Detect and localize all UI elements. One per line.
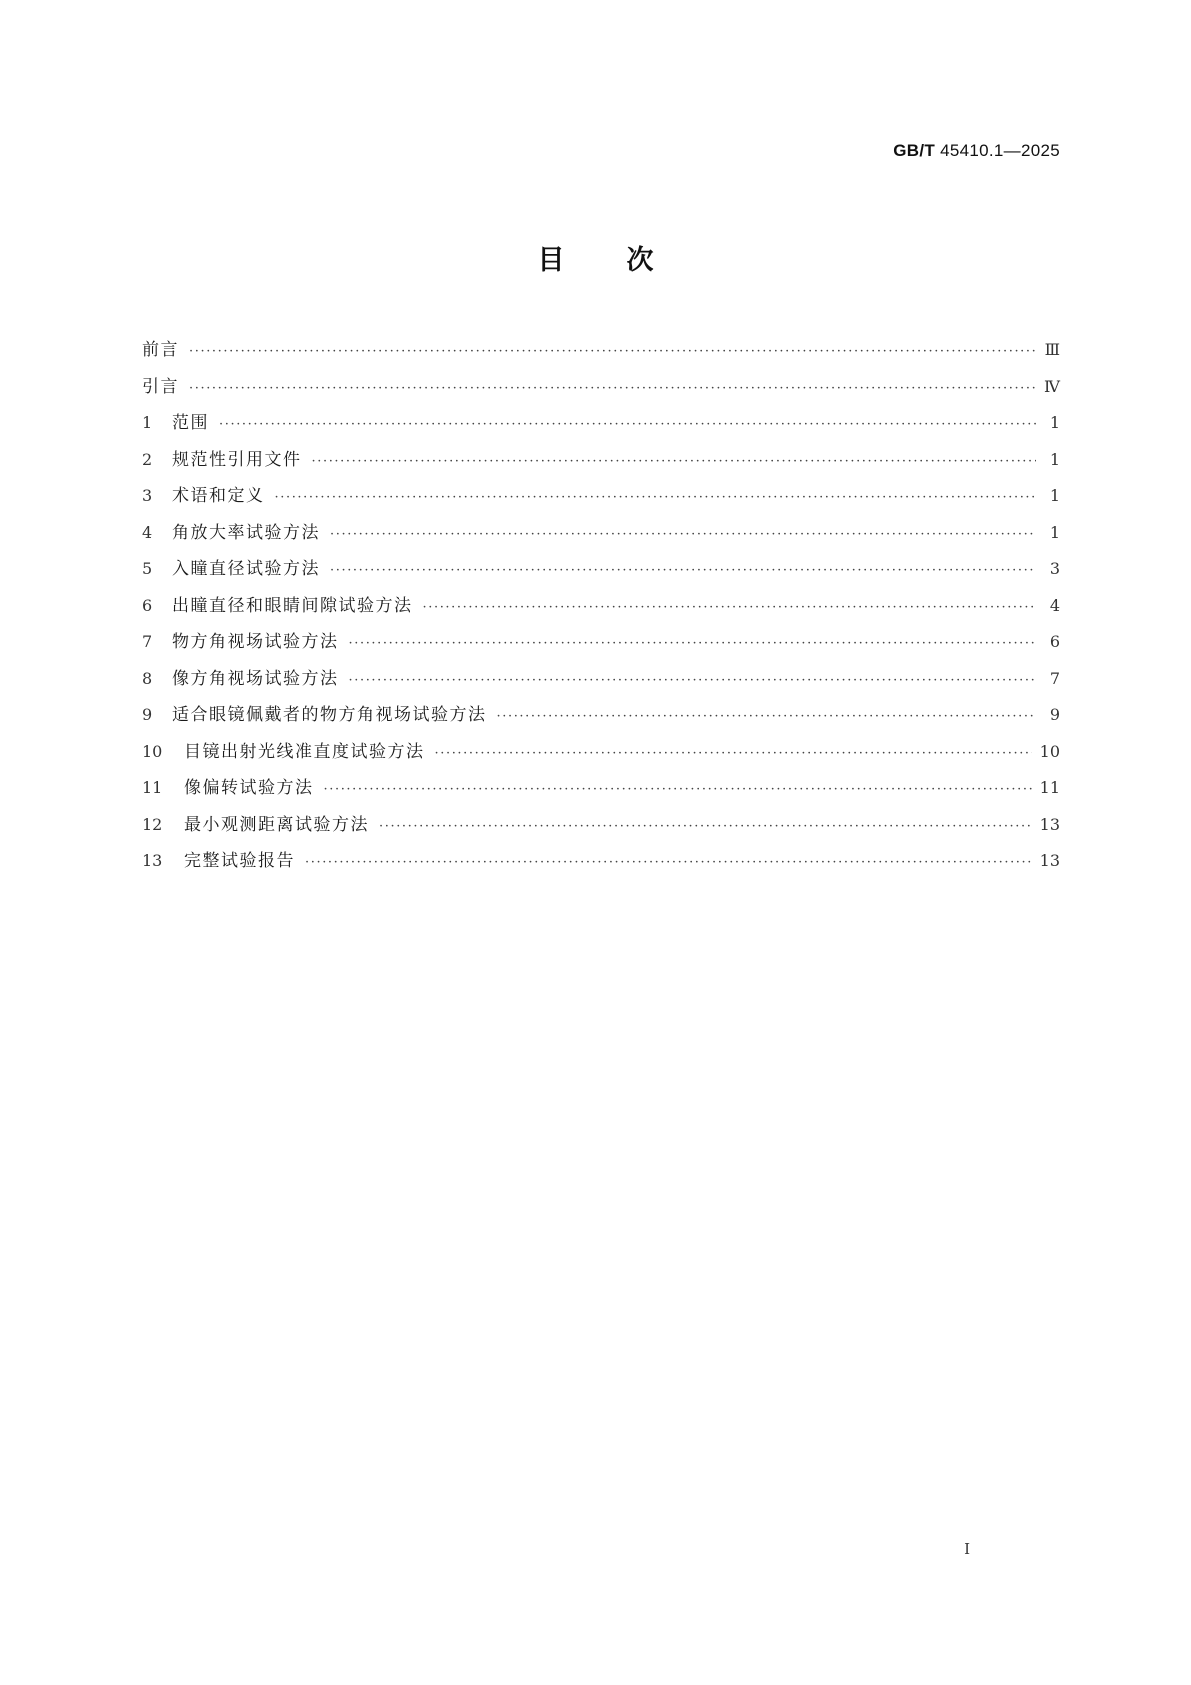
toc-entry-page: Ⅳ (1044, 376, 1060, 396)
toc-entry-page: 7 (1049, 668, 1060, 688)
toc-entry-number: 2 (142, 449, 153, 469)
toc-entry-label: 引言 (142, 376, 179, 397)
toc-entry-5[interactable] (142, 557, 1060, 594)
toc-entry-page: 11 (1039, 778, 1060, 797)
toc-entry-page: Ⅲ (1044, 340, 1060, 359)
toc-entry-7[interactable] (142, 630, 1060, 667)
toc-leader-dots (349, 669, 1037, 693)
toc-entry-number: 6 (142, 595, 153, 615)
toc-entry-number: 4 (142, 522, 153, 542)
toc-entry-label: 术语和定义 (172, 486, 265, 506)
toc-leader-dots (349, 632, 1037, 656)
toc-leader-dots (330, 523, 1036, 547)
toc-entry-1[interactable] (142, 411, 1060, 448)
toc-entry-9[interactable] (142, 703, 1060, 740)
toc-entry-page: 6 (1049, 632, 1060, 651)
toc-entry-label: 规范性引用文件 (172, 449, 302, 470)
toc-entry-label: 物方角视场试验方法 (172, 632, 339, 652)
toc-entry-8[interactable] (142, 667, 1060, 704)
toc-entry-2[interactable] (142, 448, 1060, 485)
toc-entry-number: 1 (142, 413, 153, 432)
page-number: Ⅰ (964, 1540, 970, 1558)
toc-entry-4[interactable] (142, 521, 1060, 558)
toc-entry-page: 10 (1039, 741, 1060, 761)
toc-entry-introduction[interactable] (142, 375, 1060, 412)
toc-entry-3[interactable] (142, 484, 1060, 521)
toc-entry-label: 完整试验报告 (184, 851, 295, 871)
standard-prefix: GB/T (893, 141, 936, 160)
toc-entry-page: 13 (1039, 814, 1060, 834)
toc-entry-page: 4 (1049, 595, 1060, 615)
toc-entry-page: 9 (1049, 705, 1060, 724)
toc-leader-dots (275, 486, 1037, 510)
table-of-contents (142, 338, 1060, 886)
toc-entry-10[interactable] (142, 740, 1060, 777)
toc-entry-number: 10 (142, 741, 163, 761)
toc-entry-number: 12 (142, 814, 163, 834)
page-title: 目次 (537, 245, 716, 276)
standard-number: 45410.1—2025 (940, 141, 1060, 160)
standard-code (893, 141, 1060, 161)
toc-entry-label: 适合眼镜佩戴者的物方角视场试验方法 (172, 705, 487, 725)
toc-entry-page: 3 (1049, 559, 1060, 578)
toc-entry-label: 角放大率试验方法 (172, 522, 320, 543)
toc-entry-label: 像方角视场试验方法 (172, 668, 339, 689)
toc-leader-dots (497, 705, 1037, 729)
toc-entry-number: 8 (142, 668, 153, 688)
toc-leader-dots (423, 596, 1037, 620)
toc-entry-number: 5 (142, 559, 153, 578)
toc-entry-number: 3 (142, 486, 153, 505)
toc-entry-foreword[interactable] (142, 338, 1060, 375)
toc-entry-12[interactable] (142, 813, 1060, 850)
toc-leader-dots (324, 778, 1032, 802)
toc-entry-label: 像偏转试验方法 (184, 778, 314, 798)
toc-entry-label: 出瞳直径和眼睛间隙试验方法 (172, 595, 413, 616)
toc-entry-label: 最小观测距离试验方法 (184, 814, 369, 835)
toc-entry-number: 7 (142, 632, 153, 651)
toc-entry-page: 13 (1039, 851, 1060, 870)
toc-entry-number: 11 (142, 778, 163, 797)
toc-leader-dots (379, 815, 1032, 839)
toc-entry-label: 目镜出射光线准直度试验方法 (184, 741, 425, 762)
toc-leader-dots (330, 559, 1036, 583)
toc-leader-dots (189, 340, 1036, 364)
toc-entry-page: 1 (1049, 413, 1060, 432)
toc-leader-dots (219, 413, 1036, 437)
toc-entry-label: 入瞳直径试验方法 (172, 559, 320, 579)
toc-entry-page: 1 (1049, 486, 1060, 505)
toc-leader-dots (305, 851, 1032, 875)
toc-entry-page: 1 (1049, 449, 1060, 469)
toc-entry-6[interactable] (142, 594, 1060, 631)
toc-leader-dots (189, 377, 1036, 401)
toc-leader-dots (435, 742, 1032, 766)
toc-entry-number: 13 (142, 851, 163, 870)
toc-entry-number: 9 (142, 705, 153, 724)
toc-entry-label: 范围 (172, 413, 209, 433)
toc-entry-13[interactable] (142, 849, 1060, 886)
toc-entry-11[interactable] (142, 776, 1060, 813)
toc-entry-label: 前言 (142, 340, 179, 360)
toc-leader-dots (312, 450, 1037, 474)
toc-entry-page: 1 (1049, 522, 1060, 542)
